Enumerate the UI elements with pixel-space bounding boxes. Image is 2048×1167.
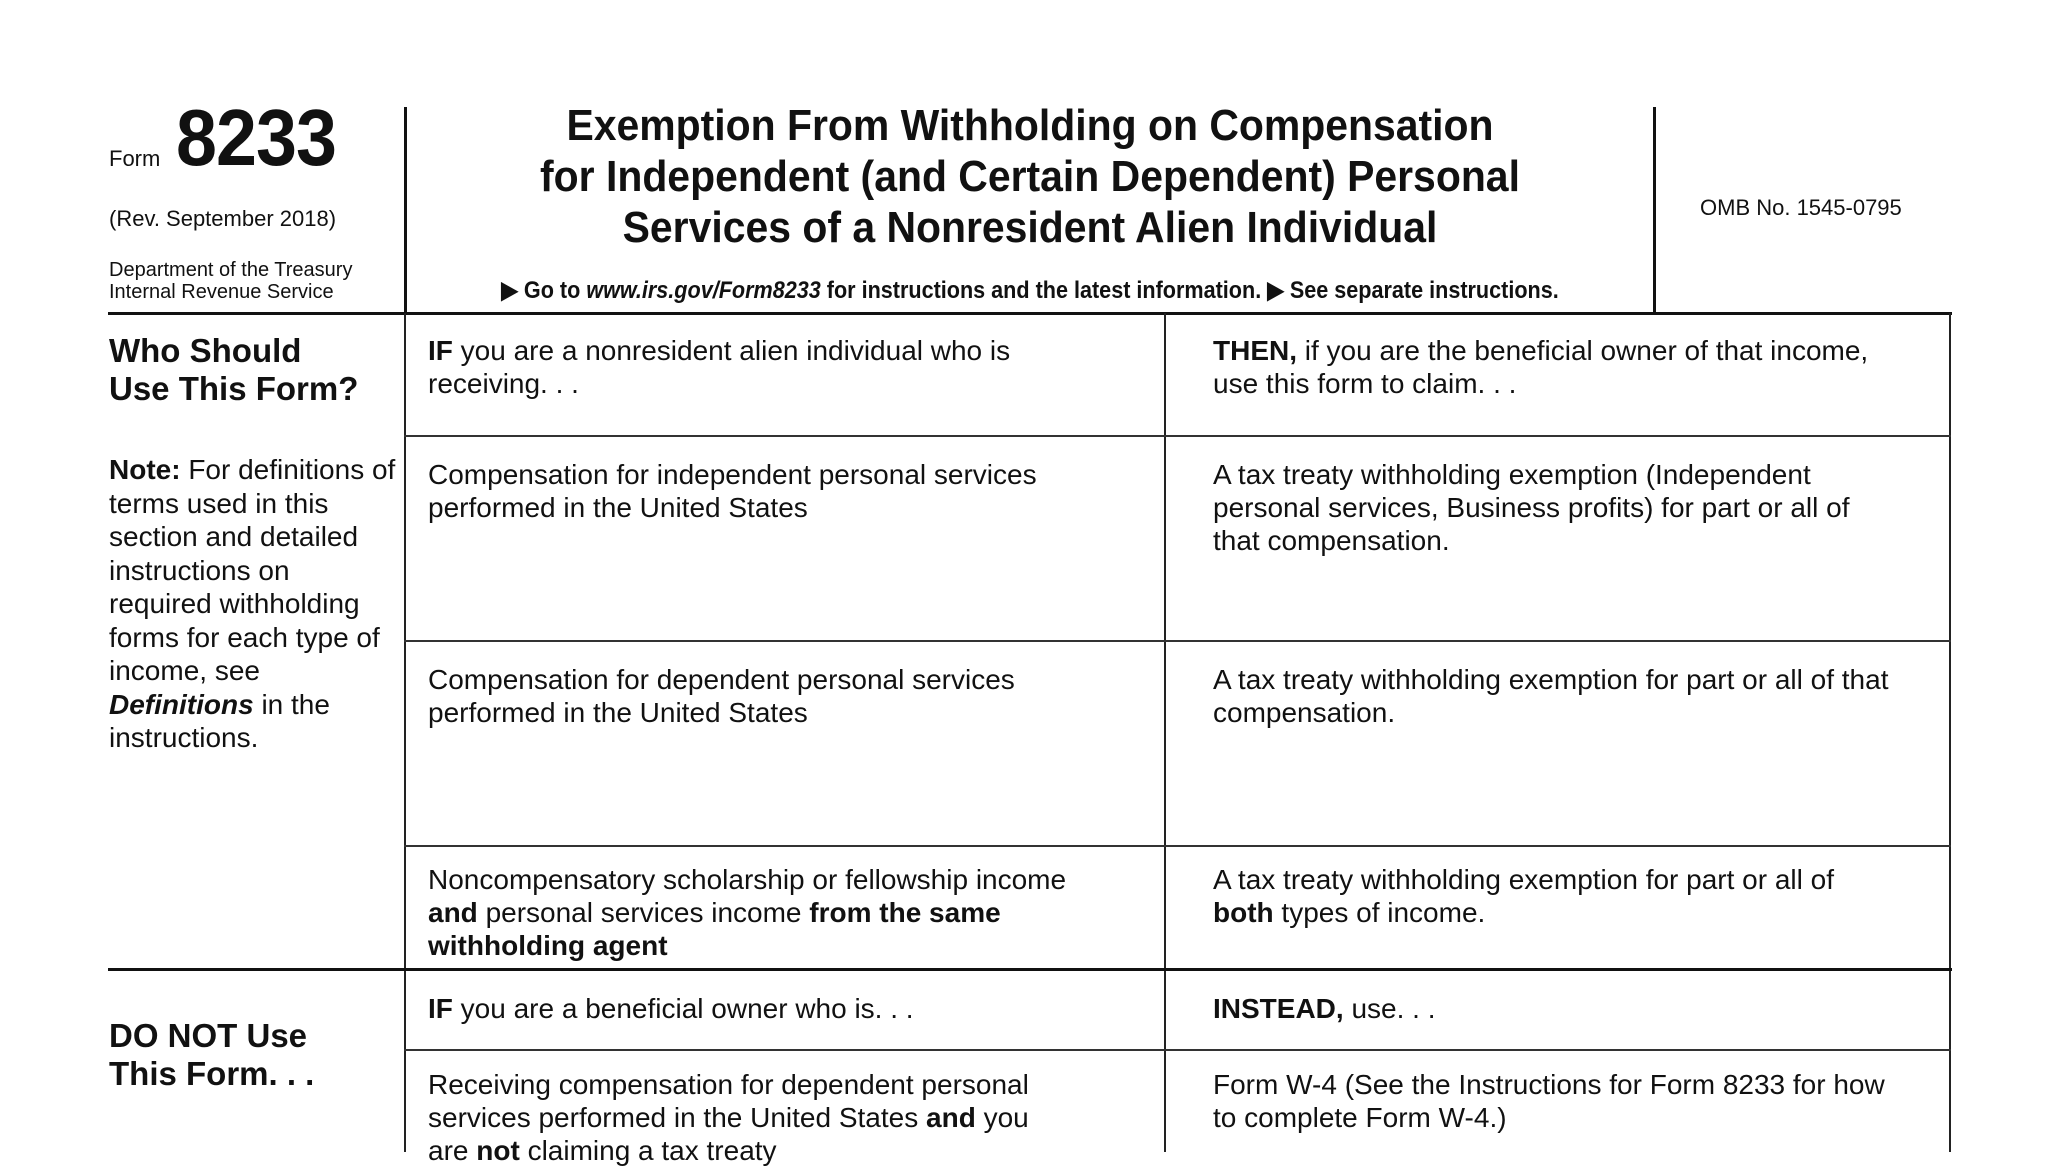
table-left-divider xyxy=(404,313,406,1152)
department xyxy=(109,259,352,303)
table-right-border xyxy=(1949,313,1951,1152)
omb-number: OMB No. 1545-0795 xyxy=(1700,195,1902,220)
title-line1: Exemption From Withholding on Compensation xyxy=(566,101,1494,150)
who-should-use-heading: Who Should Use This Form? xyxy=(109,332,359,407)
title-line3: Services of a Nonresident Alien Individual xyxy=(622,203,1438,252)
do-not-use-heading: DO NOT Use This Form. . . xyxy=(109,1017,315,1092)
donot-if-header: IF you are a beneficial owner who is. . . xyxy=(428,993,914,1024)
row-divider xyxy=(404,435,1951,437)
header-right-divider xyxy=(1653,107,1656,315)
header-rule xyxy=(108,312,1952,315)
arrow-right-icon: ▶ xyxy=(1267,277,1284,304)
who-row1-if: Compensation for independent personal services performed in the United States xyxy=(428,459,1037,523)
note-label: Note: xyxy=(109,454,181,485)
row-divider xyxy=(404,845,1951,847)
definitions-note: Note: For definitions of terms used in this section and detailed instructions on required withholding forms for each type of income, see Definitions in the instructions. xyxy=(109,454,396,753)
donot-row1-if: Receiving compensation for dependent personal services performed in the United States and you are not claiming a tax treaty xyxy=(428,1069,1029,1166)
donot-row1-instead: Form W-4 (See the Instructions for Form 8233 for how to complete Form W-4.) xyxy=(1213,1069,1885,1133)
donot-instead-header: INSTEAD, use. . . xyxy=(1213,993,1436,1024)
who-row2-then: A tax treaty withholding exemption for part or all of that compensation. xyxy=(1213,664,1889,728)
who-row3-if: Noncompensatory scholarship or fellowship income and personal services income from the same withholding agent xyxy=(428,864,1067,961)
department-line2: Internal Revenue Service xyxy=(109,281,334,303)
goto-prefix: Go to xyxy=(523,277,581,304)
who-row3-then: A tax treaty withholding exemption for part or all of both types of income. xyxy=(1213,864,1834,928)
who-then-header: THEN, if you are the beneficial owner of that income, use this form to claim. . . xyxy=(1213,335,1869,399)
header-left-divider xyxy=(404,107,407,315)
form-title xyxy=(452,100,1609,253)
title-line2: for Independent (and Certain Dependent) Personal xyxy=(540,152,1520,201)
department-line1: Department of the Treasury xyxy=(109,259,353,281)
who-row2-if: Compensation for dependent personal services performed in the United States xyxy=(428,664,1015,728)
revision-date: (Rev. September 2018) xyxy=(109,206,337,231)
who-row1-then: A tax treaty withholding exemption (Independent personal services, Business profits) for part or all of that compensation. xyxy=(1213,459,1850,556)
definitions-emphasis: Definitions xyxy=(109,688,254,720)
arrow-right-icon: ▶ xyxy=(501,277,518,304)
see-instructions: See separate instructions. xyxy=(1289,277,1559,304)
form-number: 8233 xyxy=(176,93,337,182)
table-middle-divider xyxy=(1164,313,1166,1152)
instructions-line xyxy=(470,276,1590,305)
goto-suffix: for instructions and the latest information. xyxy=(826,277,1262,304)
section-rule xyxy=(108,968,1952,971)
irs-url-link[interactable]: www.irs.gov/Form8233 xyxy=(586,277,821,304)
row-divider xyxy=(404,640,1951,642)
form-label: Form xyxy=(109,146,161,171)
who-if-header: IF you are a nonresident alien individual who is receiving. . . xyxy=(428,335,1011,399)
row-divider xyxy=(404,1049,1951,1051)
